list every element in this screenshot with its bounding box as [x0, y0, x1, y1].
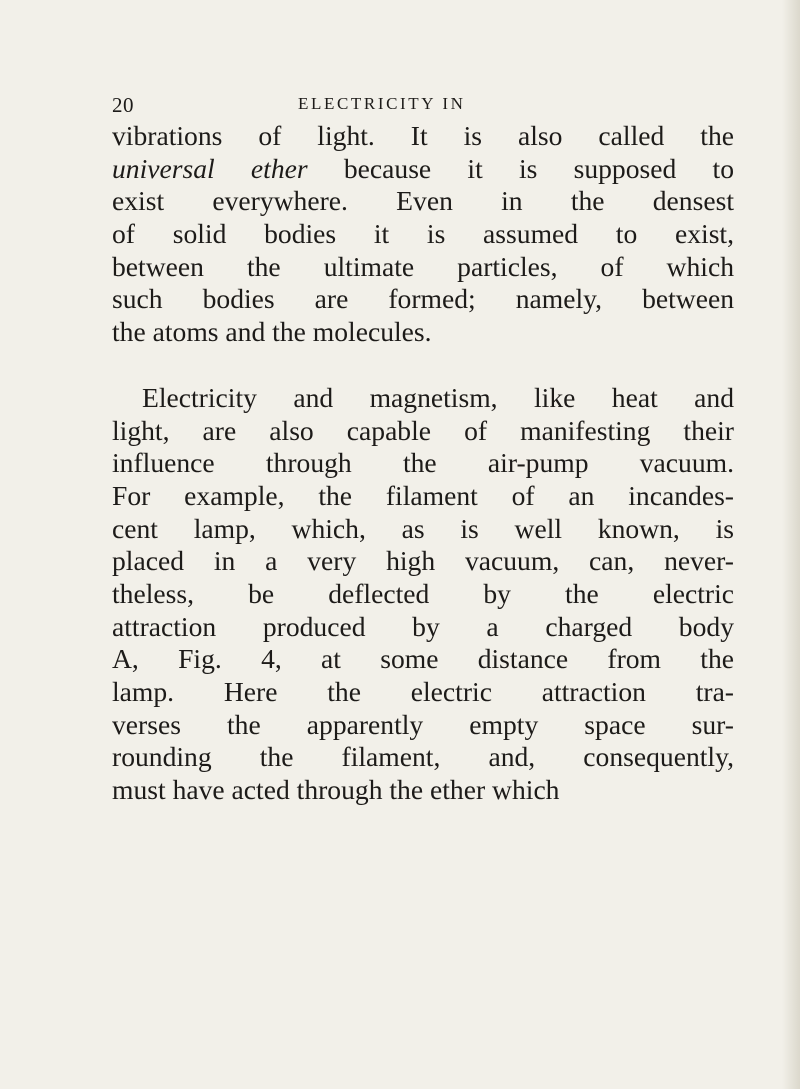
- text-line: cent lamp, which, as is well known, is: [112, 512, 734, 544]
- page-header: [112, 93, 732, 117]
- text-line: [112, 153, 734, 186]
- text-line: the atoms and the molecules.: [112, 316, 432, 348]
- text-line-rest: because it is supposed to: [307, 152, 734, 184]
- text-line: A, Fig. 4, at some distance from the: [112, 643, 734, 675]
- paragraph-1: [112, 120, 734, 349]
- text-line: attraction produced by a charged body: [112, 610, 734, 642]
- text-line: such bodies are formed; namely, between: [112, 283, 734, 315]
- text-line: rounding the filament, and, consequently,: [112, 741, 734, 773]
- text-line: placed in a very high vacuum, can, never-: [112, 545, 734, 577]
- text-line: influence through the air-pump vacuum.: [112, 447, 734, 479]
- paragraph-spacer: [112, 349, 734, 382]
- text-line: For example, the filament of an incandes-: [112, 479, 734, 511]
- text-line: Electricity and magnetism, like heat and: [142, 381, 734, 413]
- text-line: vibrations of light. It is also called the: [112, 120, 734, 151]
- text-line: light, are also capable of manifesting their: [112, 414, 734, 446]
- text-line: must have acted through the ether which: [112, 774, 560, 806]
- page-edge-shadow: [782, 0, 800, 1089]
- page-number: 20: [112, 93, 134, 117]
- text-line: between the ultimate particles, of which: [112, 250, 734, 282]
- body-text: [112, 120, 734, 807]
- paragraph-2: [112, 382, 734, 807]
- text-line: of solid bodies it is assumed to exist,: [112, 218, 734, 250]
- text-line: exist everywhere. Even in the densest: [112, 185, 734, 217]
- italic-term: universal ether: [112, 152, 308, 184]
- text-line: verses the apparently empty space sur-: [112, 708, 734, 740]
- running-head: ELECTRICITY IN: [298, 94, 466, 113]
- text-line: theless, be deflected by the electric: [112, 577, 734, 609]
- text-line: lamp. Here the electric attraction tra-: [112, 676, 734, 707]
